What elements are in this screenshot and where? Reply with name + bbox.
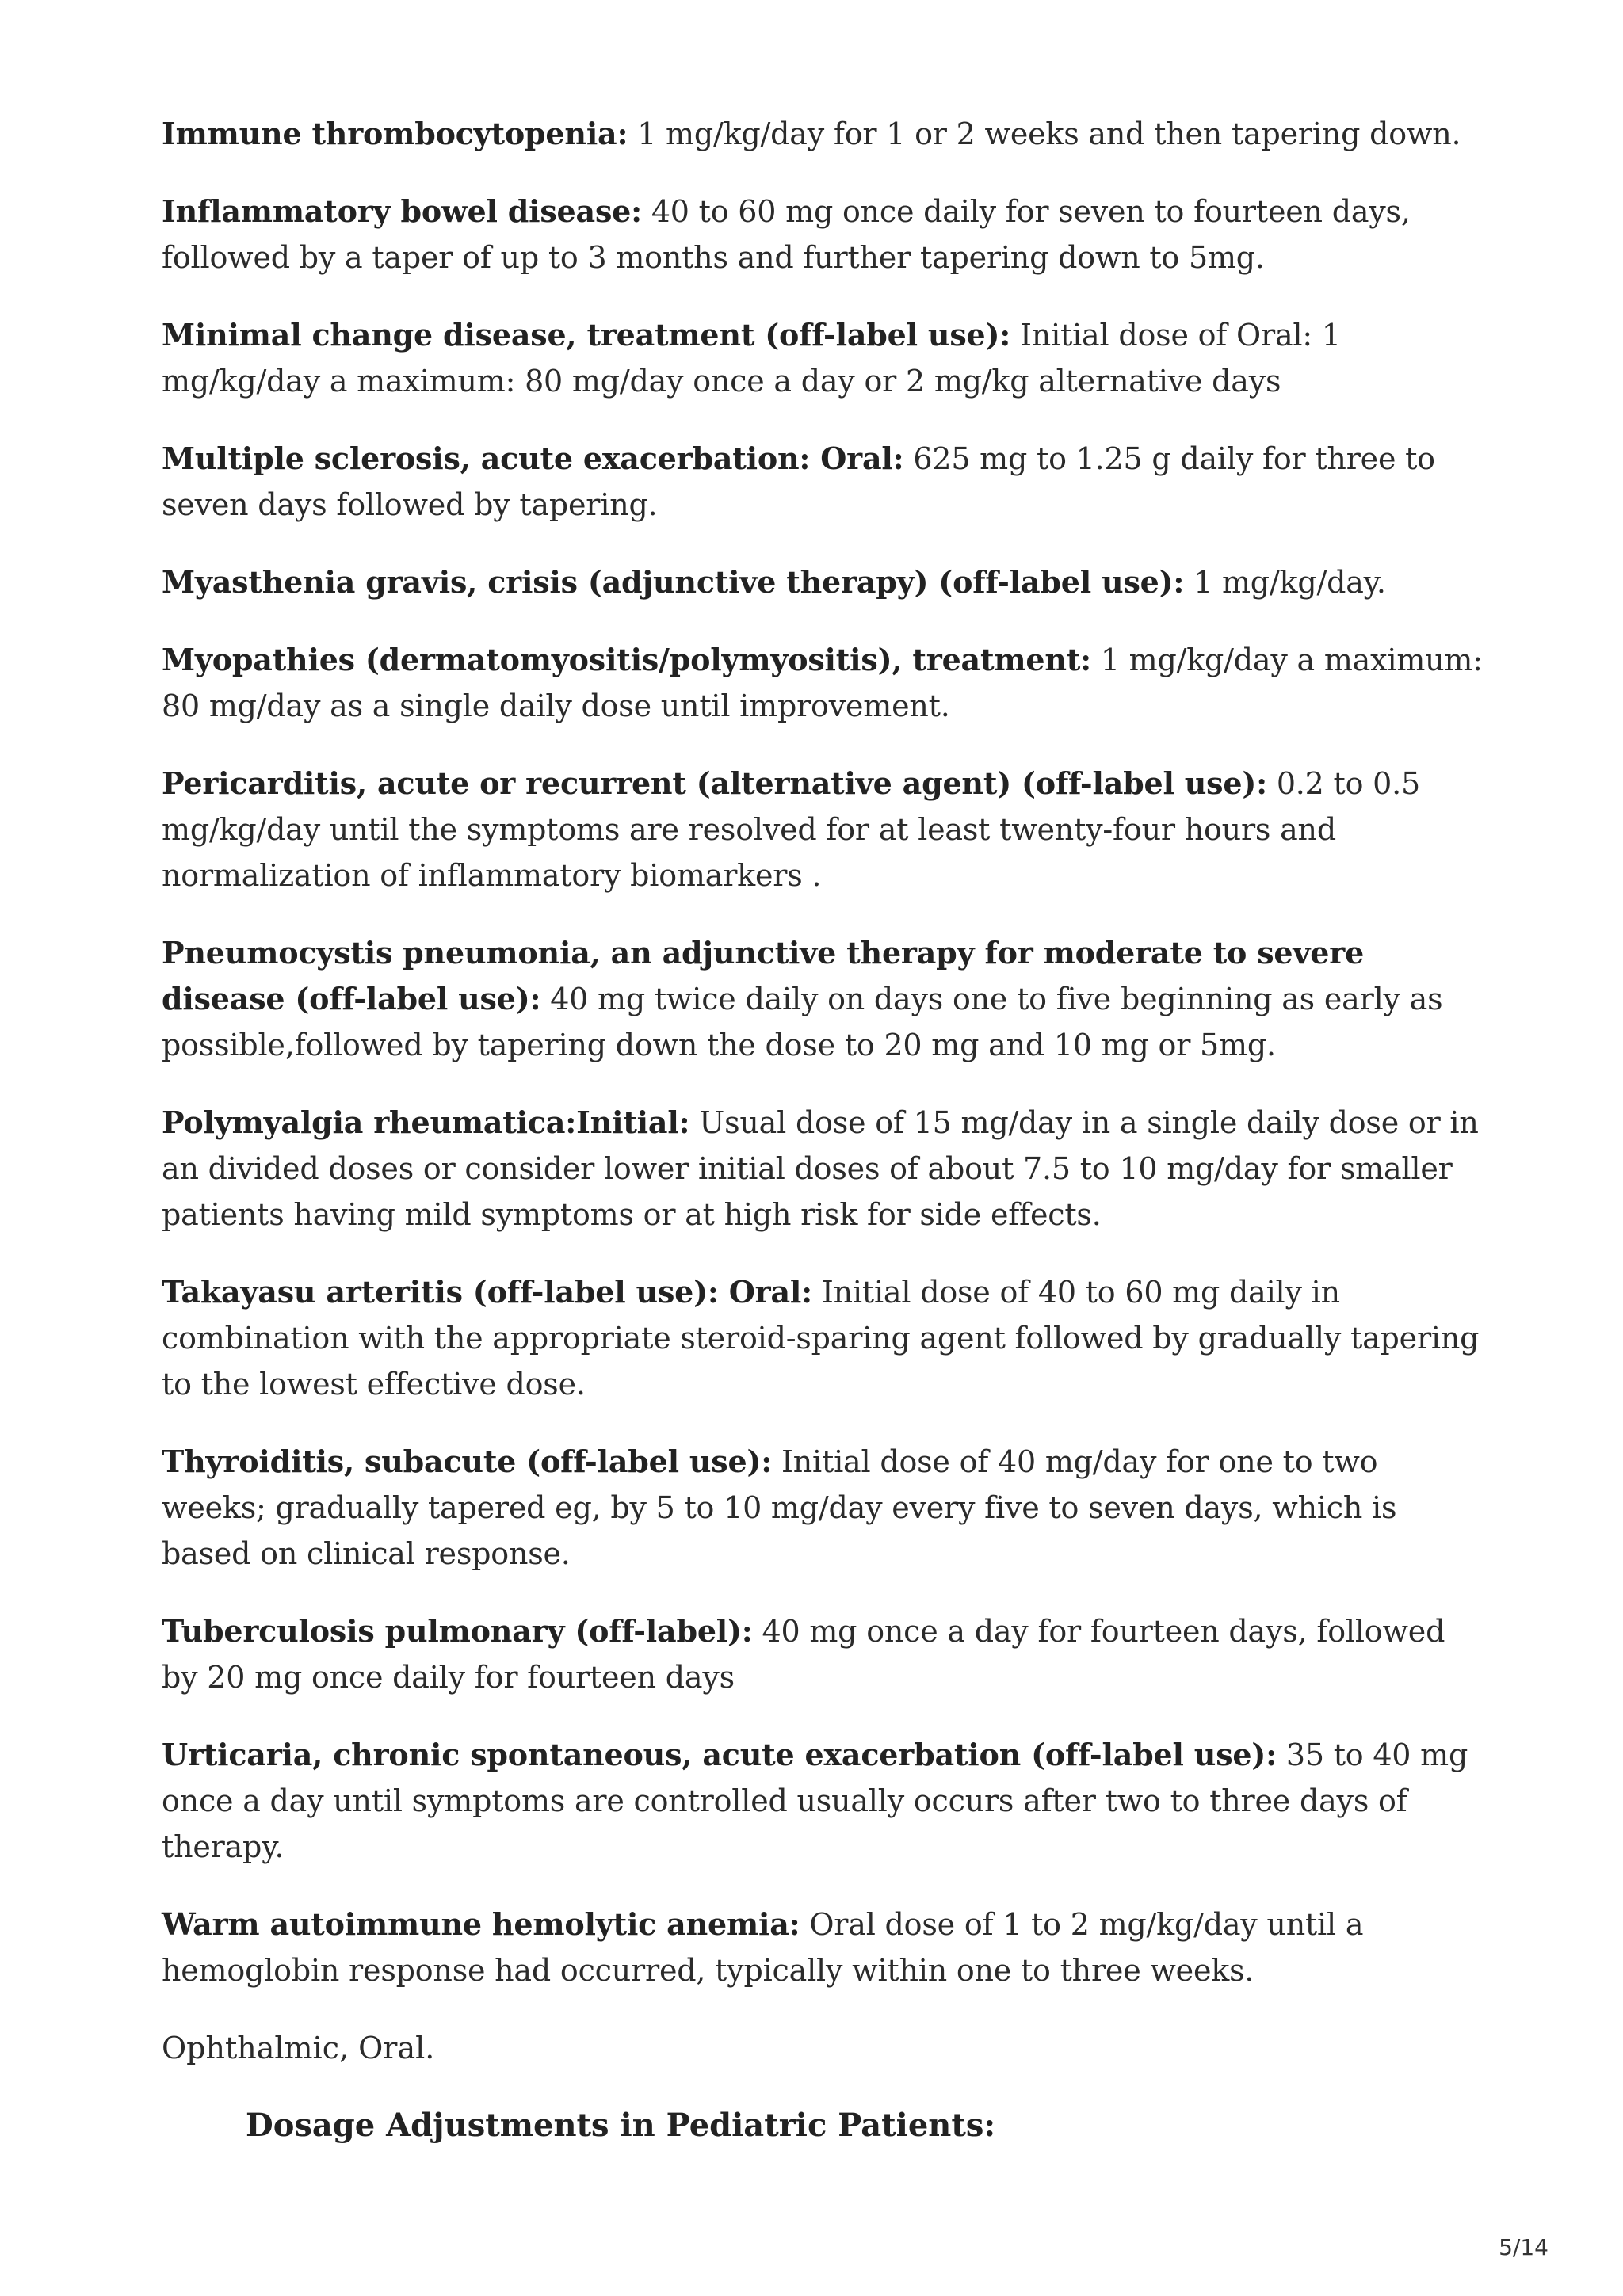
- entry-text: 1 mg/kg/day a maximum: 80 mg/day as a single daily dose until improvement.: [162, 643, 1483, 723]
- entry-text: 35 to 40 mg once a day until symptoms are controlled usually occurs after two to three days of therapy.: [162, 1737, 1468, 1864]
- entry-term: Immune thrombocytopenia:: [162, 116, 628, 151]
- dosage-entry-immune-thrombocytopenia: [162, 111, 1485, 157]
- entry-term: Inflammatory bowel disease:: [162, 193, 642, 229]
- entry-term: Tuberculosis pulmonary (off-label):: [162, 1613, 753, 1649]
- section-subheading: Dosage Adjustments in Pediatric Patients:: [246, 2107, 996, 2144]
- entry-term: Thyroiditis, subacute (off-label use):: [162, 1444, 773, 1479]
- entry-text: 1 mg/kg/day for 1 or 2 weeks and then tapering down.: [628, 116, 1461, 151]
- dosage-entry-myopathies: [162, 637, 1485, 729]
- routes-text: Ophthalmic, Oral.: [162, 2031, 435, 2065]
- entry-term: Takayasu arteritis (off-label use): Oral:: [162, 1274, 812, 1310]
- entry-term: Myopathies (dermatomyositis/polymyositis), treatment:: [162, 642, 1091, 677]
- dosage-entry-inflammatory-bowel-disease: [162, 189, 1485, 280]
- entry-term: Urticaria, chronic spontaneous, acute exacerbation (off-label use):: [162, 1737, 1277, 1772]
- entry-text: 1 mg/kg/day.: [1184, 565, 1386, 600]
- entry-term: Myasthenia gravis, crisis (adjunctive therapy) (off-label use):: [162, 564, 1185, 600]
- dosage-entry-tuberculosis: [162, 1608, 1485, 1700]
- dosage-entry-minimal-change-disease: [162, 312, 1485, 404]
- dosage-entry-pericarditis: [162, 761, 1485, 898]
- entry-text: Initial dose of 40 to 60 mg daily in combination with the appropriate steroid-sparing agent followed by gradually tapering to the lowest effective dose.: [162, 1275, 1480, 1402]
- entry-text: Initial dose of Oral: 1 mg/kg/day a maximum: 80 mg/day once a day or 2 mg/kg alternative days: [162, 318, 1341, 399]
- entry-text: 625 mg to 1.25 g daily for three to seven days followed by tapering.: [162, 441, 1435, 522]
- entry-text: Initial dose of 40 mg/day for one to two weeks; gradually tapered eg, by 5 to 10 mg/day every five to seven days, which is based on clinical response.: [162, 1444, 1397, 1571]
- entry-text: 40 mg twice daily on days one to five beginning as early as possible,followed by tapering down the dose to 20 mg and 10 mg or 5mg.: [162, 982, 1443, 1062]
- entry-term: Minimal change disease, treatment (off-label use):: [162, 317, 1011, 353]
- entry-term: Multiple sclerosis, acute exacerbation: Oral:: [162, 441, 904, 476]
- entry-term: Pericarditis, acute or recurrent (alternative agent) (off-label use):: [162, 765, 1267, 801]
- entry-term: Pneumocystis pneumonia, an adjunctive therapy for moderate to severe disease (off-label use):: [162, 935, 1365, 1016]
- dosage-entry-takayasu-arteritis: [162, 1269, 1485, 1407]
- entry-text: Usual dose of 15 mg/day in a single daily dose or in an divided doses or consider lower initial doses of about 7.5 to 10 mg/day for smaller patients having mild symptoms or at high risk for side effects.: [162, 1105, 1479, 1232]
- entry-term: Polymyalgia rheumatica:Initial:: [162, 1104, 690, 1140]
- dosage-entry-urticaria: [162, 1732, 1485, 1870]
- entry-text: 40 mg once a day for fourteen days, followed by 20 mg once daily for fourteen days: [162, 1614, 1445, 1695]
- entry-term: Warm autoimmune hemolytic anemia:: [162, 1906, 800, 1942]
- document-body: [162, 111, 1485, 2149]
- entry-text: 40 to 60 mg once daily for seven to fourteen days, followed by a taper of up to 3 months and further tapering down to 5mg.: [162, 194, 1411, 275]
- entry-text: Oral dose of 1 to 2 mg/kg/day until a hemoglobin response had occurred, typically within one to three weeks.: [162, 1907, 1364, 1988]
- entry-text: 0.2 to 0.5 mg/kg/day until the symptoms are resolved for at least twenty-four hours and normalization of inflammatory biomarkers .: [162, 766, 1420, 893]
- dosage-entry-multiple-sclerosis: [162, 436, 1485, 528]
- dosage-entry-warm-autoimmune-hemolytic-anemia: [162, 1901, 1485, 1993]
- dosage-entry-pneumocystis-pneumonia: [162, 930, 1485, 1068]
- dosage-entry-thyroiditis: [162, 1439, 1485, 1577]
- page-number: 5/14: [1499, 2234, 1549, 2260]
- dosage-entry-myasthenia-gravis: [162, 559, 1485, 605]
- dosage-entry-polymyalgia-rheumatica: [162, 1100, 1485, 1238]
